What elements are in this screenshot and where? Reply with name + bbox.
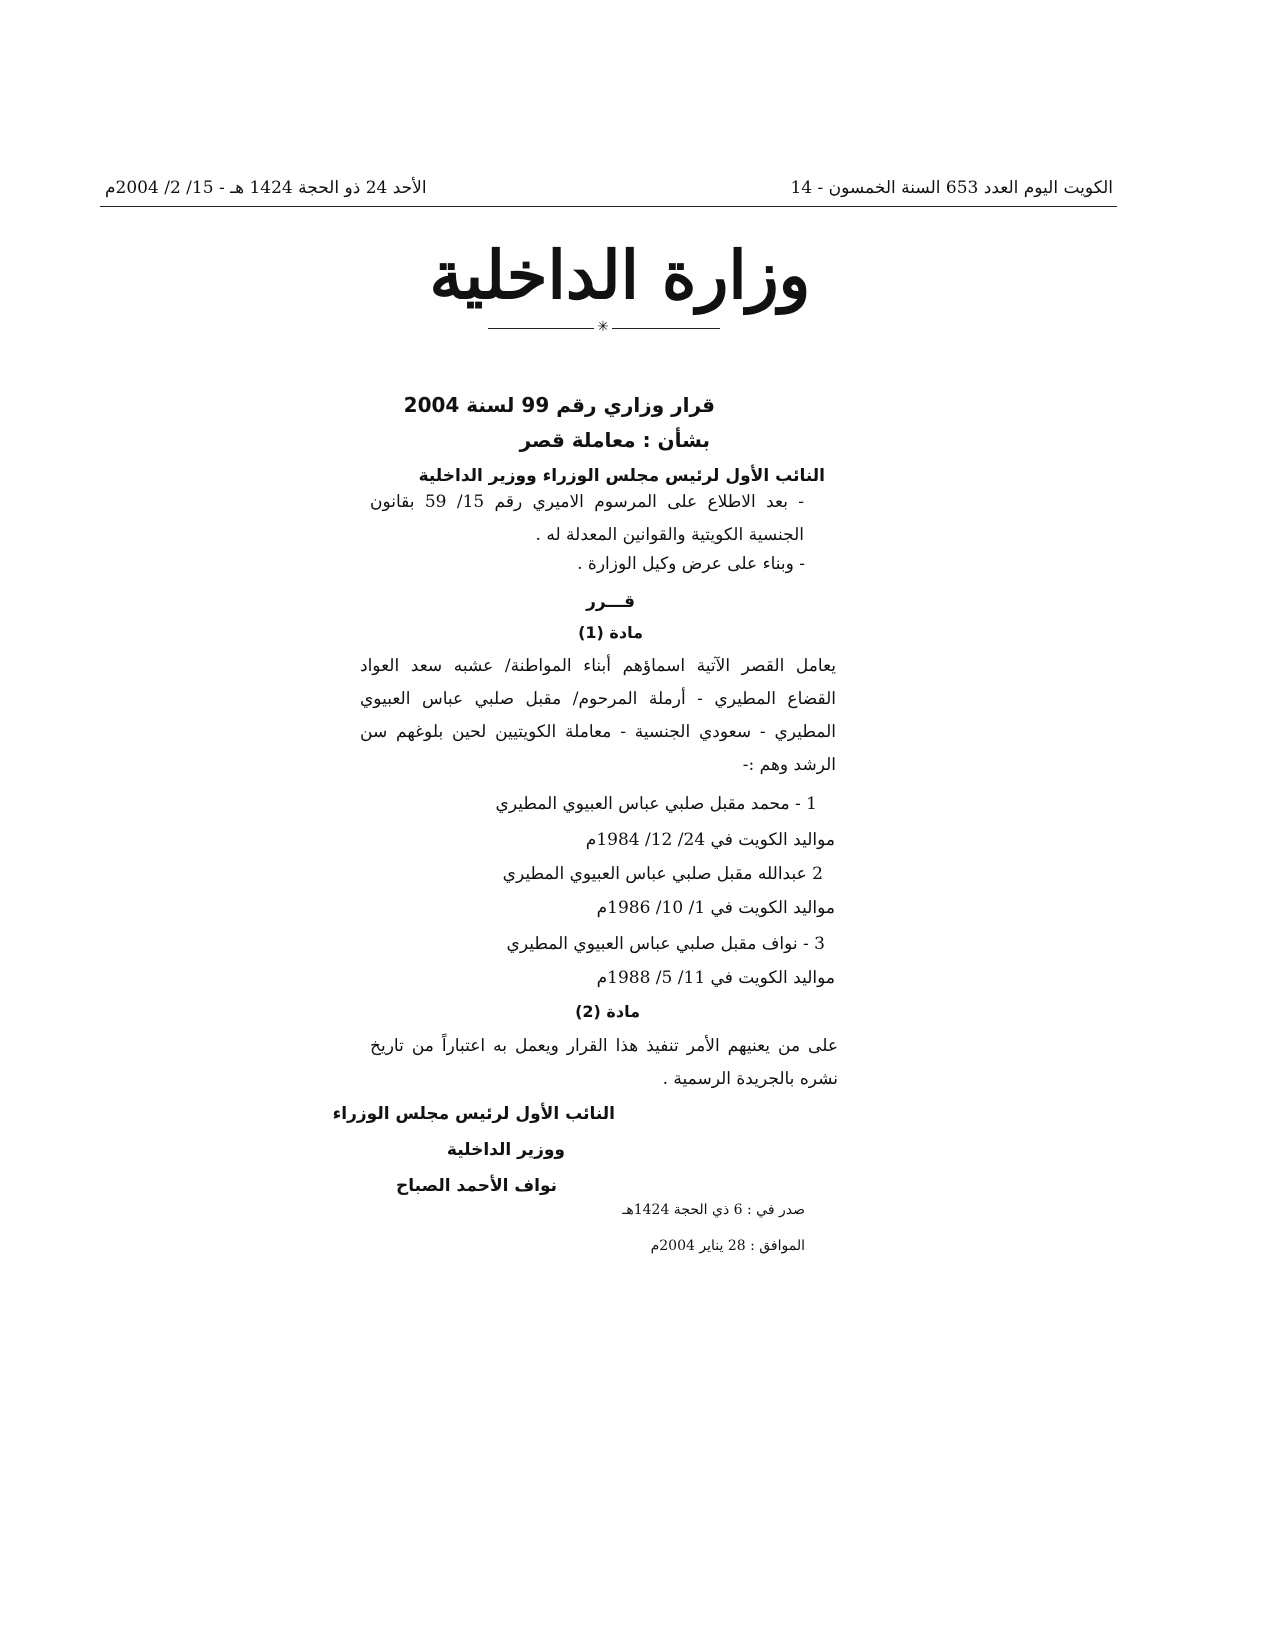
article-1-heading: مادة (1) xyxy=(578,623,643,642)
minor-1-name: 1 - محمد مقبل صلبي عباس العبيوي المطيري xyxy=(495,794,817,814)
decision-subject: بشأن : معاملة قصر xyxy=(519,428,710,452)
decision-title: قرار وزاري رقم 99 لسنة 2004 xyxy=(403,393,715,417)
ornament-right-rule xyxy=(612,328,720,329)
article-2-text: على من يعنيهم الأمر تنفيذ هذا القرار ويعمل به اعتباراً من تاريخ نشره بالجريدة الرسمية . xyxy=(370,1036,838,1089)
decides-heading: قـــرر xyxy=(586,592,635,612)
signature-title-line-2: ووزير الداخلية xyxy=(446,1140,565,1160)
article-1-text: يعامل القصر الآتية اسماؤهم أبناء المواطنة/ عشبه سعد العواد القضاع المطيري - أرملة المرحوم/ مقبل صلبي عباس العبيوي المطيري - سعودي الجنسية - معاملة الكويتيين لحين بلوغهم سن الرشد وهم :- xyxy=(360,656,836,775)
minor-3-birth: مواليد الكويت في 11/ 5/ 1988م xyxy=(596,968,835,988)
ministry-title: وزارة الداخلية xyxy=(429,236,811,314)
minor-2-name: 2 عبدالله مقبل صلبي عباس العبيوي المطيري xyxy=(502,864,823,884)
decision-issuer: النائب الأول لرئيس مجلس الوزراء ووزير الداخلية xyxy=(418,466,825,486)
minor-2-birth: مواليد الكويت في 1/ 10/ 1986م xyxy=(596,898,835,918)
ornament-star-icon: ✳ xyxy=(597,319,609,335)
header-rule xyxy=(100,206,1117,207)
preamble-paragraph-2: - وبناء على عرض وكيل الوزارة . xyxy=(577,554,805,574)
article-2-heading: مادة (2) xyxy=(575,1002,640,1021)
signature-title-line-1: النائب الأول لرئيس مجلس الوزراء xyxy=(332,1104,615,1124)
issued-date-gregorian: الموافق : 28 يناير 2004م xyxy=(650,1238,805,1254)
minor-1-birth: مواليد الكويت في 24/ 12/ 1984م xyxy=(585,830,835,850)
minor-3-name: 3 - نواف مقبل صلبي عباس العبيوي المطيري xyxy=(506,934,825,954)
gazette-date: الأحد 24 ذو الحجة 1424 هـ - 15/ 2/ 2004م xyxy=(105,178,427,198)
issued-date-hijri: صدر في : 6 ذي الحجة 1424هـ xyxy=(622,1202,805,1218)
gazette-issue-info: الكويت اليوم العدد 653 السنة الخمسون - 14 xyxy=(790,178,1113,198)
ornament-left-rule xyxy=(488,328,594,329)
preamble-paragraph-1: - بعد الاطلاع على المرسوم الاميري رقم 15/ 59 بقانون الجنسية الكويتية والقوانين المعدلة له . xyxy=(370,492,805,545)
signatory-name: نواف الأحمد الصباح xyxy=(396,1176,557,1196)
